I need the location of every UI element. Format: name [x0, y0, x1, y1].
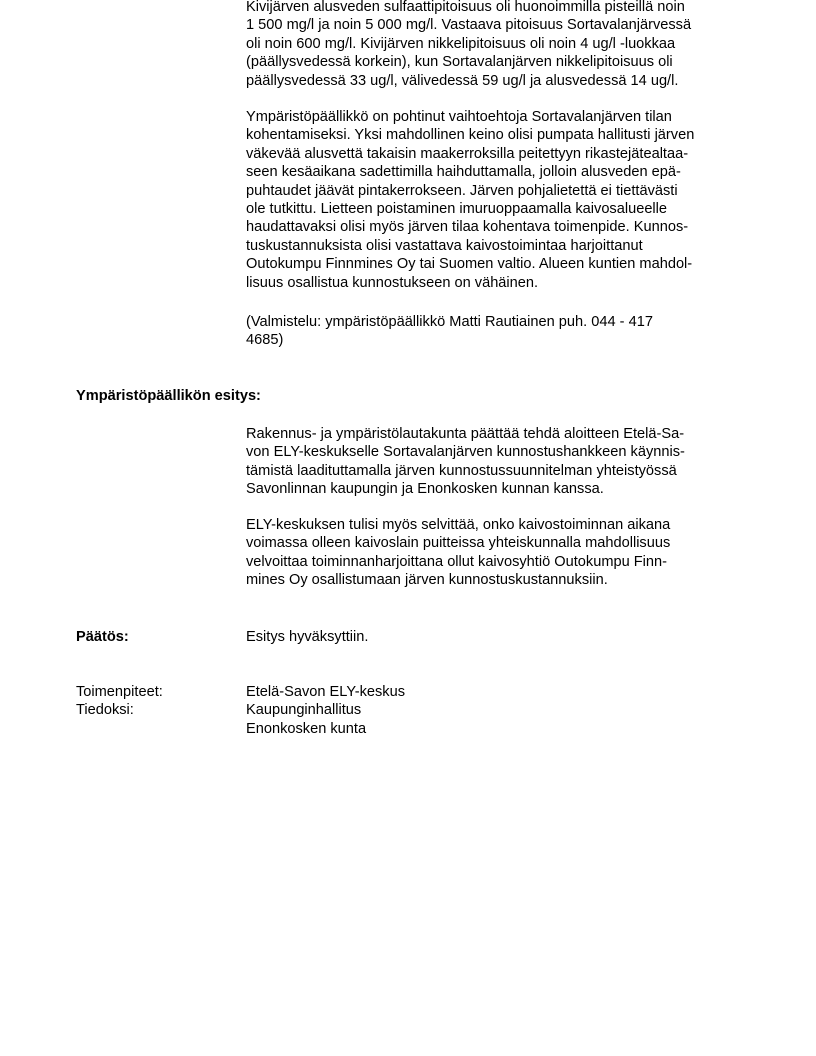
paragraph-text: Ympäristöpäällikkö on pohtinut vaihtoehtoja Sortavalanjärven tilan kohentamiseksi. Yksi mahdollinen keino olisi pumpata hallitusti järven väkevää alusvettä takaisin maakerroksilla peitettyyn rikastejätealtaa- seen kesäaikana sadettimilla haihduttamalla, jolloin alusveden epä- puhtaudet jäävät pintakerrokseen. Järven pohjalietettä ei tiettävästi ole tutkittu. Lietteen poistaminen imuruoppaamalla kaivosalueelle haudattavaksi olisi myös järven tilaa kohentava toimenpide. Kunnos- tuskustannuksista olisi vastattava kaivostoimintaa harjoittanut Outokumpu Finnmines Oy tai Suomen valtio. Alueen kuntien mahdol- lisuus osallistua kunnostukseen on vähäinen. — [246, 109, 695, 291]
proposal-paragraph-2 — [246, 516, 746, 590]
proposal-heading: Ympäristöpäällikön esitys: — [76, 388, 261, 404]
recipients-list: Etelä-Savon ELY-keskus Kaupunginhallitus Enonkosken kunta — [246, 684, 405, 737]
paragraph-intro-continued — [246, 0, 746, 90]
decision-text — [246, 628, 746, 646]
decision-label: Päätös: — [76, 629, 129, 645]
actions-labels: Toimenpiteet: Tiedoksi: — [76, 684, 163, 719]
proposal-paragraph-1 — [246, 425, 746, 499]
paragraph-text: ELY-keskuksen tulisi myös selvittää, onko kaivostoiminnan aikana voimassa olleen kaivoslain puitteissa yhteiskunnalla mahdollisuus velvoittaa toiminnanharjoittana ollut kaivosyhtiö Outokumpu Finn- mines Oy osallistumaan järven kunnostuskustannuksiin. — [246, 517, 671, 589]
paragraph-options — [246, 108, 746, 292]
paragraph-text: Kivijärven alusveden sulfaattipitoisuus oli huonoimmilla pisteillä noin 1 500 mg/l ja noin 5 000 mg/l. Vastaava pitoisuus Sortavalanjärvessä oli noin 600 mg/l. Kivijärven nikkelipitoisuus oli noin 4 ug/l -luokkaa (päällysvedessä korkein), kun Sortavalanjärven nikkelipitoisuus oli päällysvedessä 33 ug/l, välivedessä 59 ug/l ja alusvedessä 14 ug/l. — [246, 0, 692, 89]
paragraph-text: Rakennus- ja ympäristölautakunta päättää tehdä aloitteen Etelä-Sa- von ELY-keskukselle Sortavalanjärven kunnostushankkeen käynnis- tämistä laadituttamalla järven kunnostussuunnitelman yhteistyössä Savonlinnan kaupungin ja Enonkosken kunnan kanssa. — [246, 426, 685, 498]
paragraph-text: Esitys hyväksyttiin. — [246, 629, 369, 645]
actions-recipients — [246, 683, 746, 738]
paragraph-text: (Valmistelu: ympäristöpäällikkö Matti Rautiainen puh. 044 - 417 4685) — [246, 314, 653, 349]
paragraph-preparation — [246, 313, 746, 350]
